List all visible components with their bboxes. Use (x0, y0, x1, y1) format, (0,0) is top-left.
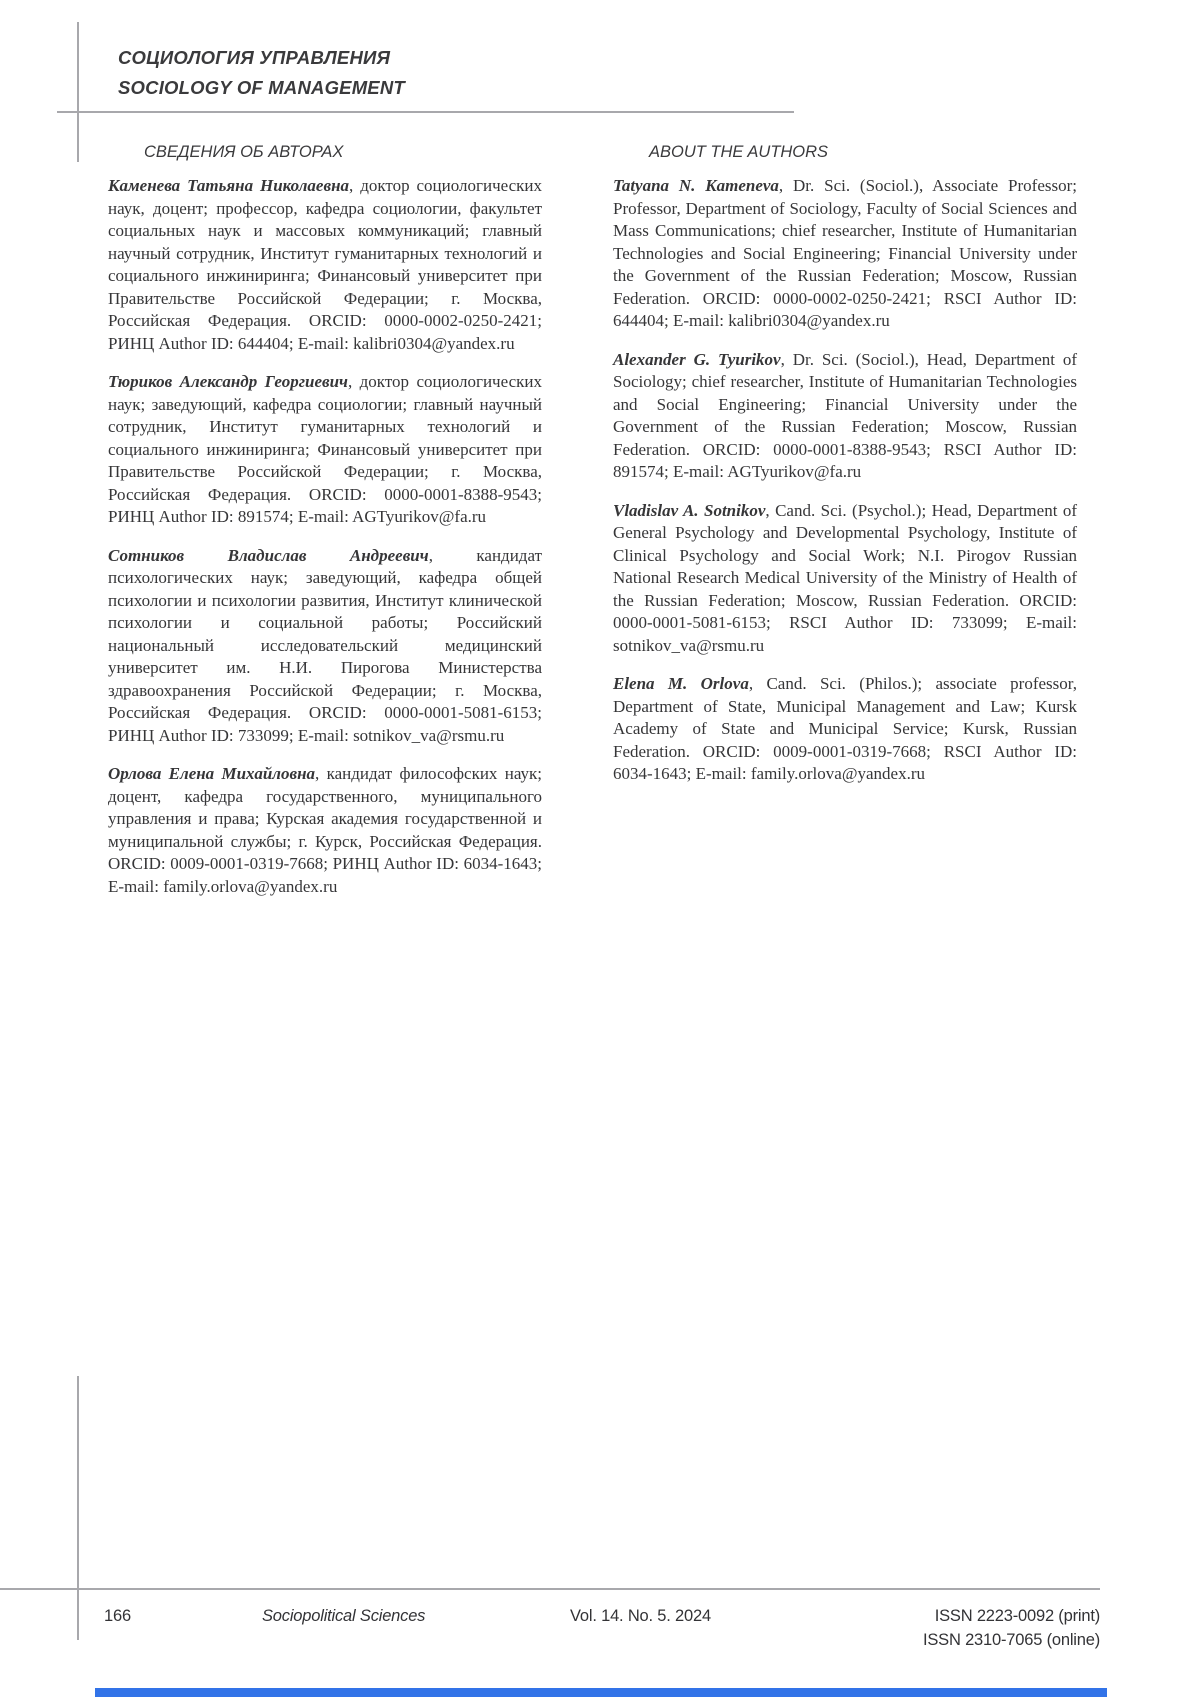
author-name: Тюриков Александр Георгиевич (108, 372, 348, 391)
author-name: Vladislav A. Sotnikov (613, 500, 766, 520)
footer-rule (0, 1588, 1100, 1590)
author-name: Alexander G. Tyurikov (613, 349, 781, 369)
author-entry: Тюриков Александр Георгиевич, доктор социологических наук; заведующий, кафедра социологии; главный научный сотрудник, Институт гуманитарных технологий и социального инжиниринга; Финансовый университет при Правительстве Российской Федерации; г. Москва, Российская Федерация. ORCID: 0000-0001-8388-9543; РИНЦ Author ID: 891574; E-mail: AGTyurikov@fa.ru (108, 372, 542, 526)
running-head-ru: СОЦИОЛОГИЯ УПРАВЛЕНИЯ (118, 47, 391, 68)
page-number: 166 (104, 1607, 131, 1625)
footer-journal-title: Sociopolitical Sciences (262, 1607, 426, 1625)
author-entry: Орлова Елена Михайловна, кандидат философских наук; доцент, кафедра государственного, муниципального управления и права; Курская академия государственной и муниципальной службы; г. Курск, Российская Федерация. ORCID: 0009-0001-0319-7668; РИНЦ Author ID: 6034-1643; E-mail: family.orlova@yandex.ru (108, 764, 542, 896)
header-rule (57, 111, 794, 113)
running-head-en: SOCIOLOGY OF MANAGEMENT (118, 77, 405, 98)
left-margin-rule-top (77, 22, 79, 162)
author-entry: Сотников Владислав Андреевич, кандидат психологических наук; заведующий, кафедра общей психологии и психологии развития, Институт клинической психологии и социальной работы; Российский национальный исследовательский медицинский университет им. Н.И. Пирогова Министерства здравоохранения Российской Федерации; г. Москва, Российская Федерация. ORCID: 0000-0001-5081-6153; РИНЦ Author ID: 733099; E-mail: sotnikov_va@rsmu.ru (108, 545, 542, 745)
author-entry: Tatyana N. Kameneva, Dr. Sci. (Sociol.), Associate Professor; Professor, Department of Sociology, Faculty of Social Sciences and Mass Communications; chief researcher, Institute of Humanitarian Technologies and Social Engineering; Financial University under the Government of the Russian Federation; Moscow, Russian Federation. ORCID: 0000-0002-0250-2421; RSCI Author ID: 644404; E-mail: kalibri0304@yandex.ru (613, 176, 1077, 330)
left-margin-rule-bottom (77, 1376, 79, 1640)
author-entry: Alexander G. Tyurikov, Dr. Sci. (Sociol.), Head, Department of Sociology; chief researcher, Institute of Humanitarian Technologies and Social Engineering; Financial University under the Government of the Russian Federation; Moscow, Russian Federation. ORCID: 0000-0001-8388-9543; RSCI Author ID: 891574; E-mail: AGTyurikov@fa.ru (613, 349, 1078, 481)
footer-issn-block (923, 1604, 1100, 1652)
section-heading-en: ABOUT THE AUTHORS (649, 143, 829, 161)
authors-column-en (613, 143, 1077, 802)
authors-column-ru (108, 143, 542, 914)
running-head (118, 43, 405, 103)
author-name: Каменева Татьяна Николаевна (108, 176, 350, 195)
author-name: Сотников Владислав Андреевич (108, 545, 429, 565)
authors-list-ru (108, 175, 542, 898)
issn-online: ISSN 2310-7065 (online) (922, 1631, 1100, 1649)
author-name: Орлова Елена Михайловна (108, 764, 316, 783)
author-name: Tatyana N. Kameneva (613, 176, 779, 195)
author-entry: Каменева Татьяна Николаевна, доктор социологических наук, доцент; профессор, кафедра социологии, факультет социальных наук и массовых коммуникаций; главный научный сотрудник, Институт гуманитарных технологий и социального инжиниринга; Финансовый университет при Правительстве Российской Федерации; г. Москва, Российская Федерация. ORCID: 0000-0002-0250-2421; РИНЦ Author ID: 644404; E-mail: kalibri0304@yandex.ru (108, 176, 542, 353)
footer-volume-issue: Vol. 14. No. 5. 2024 (570, 1607, 711, 1625)
viewer-accent-bar (95, 1688, 1107, 1697)
authors-list-en (613, 175, 1077, 786)
author-entry: Vladislav A. Sotnikov, Cand. Sci. (Psychol.); Head, Department of General Psychology and Developmental Psychology, Institute of Clinical Psychology and Social Work; N.I. Pirogov Russian National Research Medical University of the Ministry of Health of the Russian Federation; Moscow, Russian Federation. ORCID: 0000-0001-5081-6153; RSCI Author ID: 733099; E-mail: sotnikov_va@rsmu.ru (613, 500, 1078, 655)
author-name: Elena M. Orlova (613, 674, 749, 693)
section-heading-ru: СВЕДЕНИЯ ОБ АВТОРАХ (144, 143, 344, 161)
author-entry: Elena M. Orlova, Cand. Sci. (Philos.); associate professor, Department of State, Municipal Management and Law; Kursk Academy of State and Municipal Service; Kursk, Russian Federation. ORCID: 0009-0001-0319-7668; RSCI Author ID: 6034-1643; E-mail: family.orlova@yandex.ru (613, 674, 1078, 783)
issn-print: ISSN 2223-0092 (print) (934, 1607, 1100, 1625)
